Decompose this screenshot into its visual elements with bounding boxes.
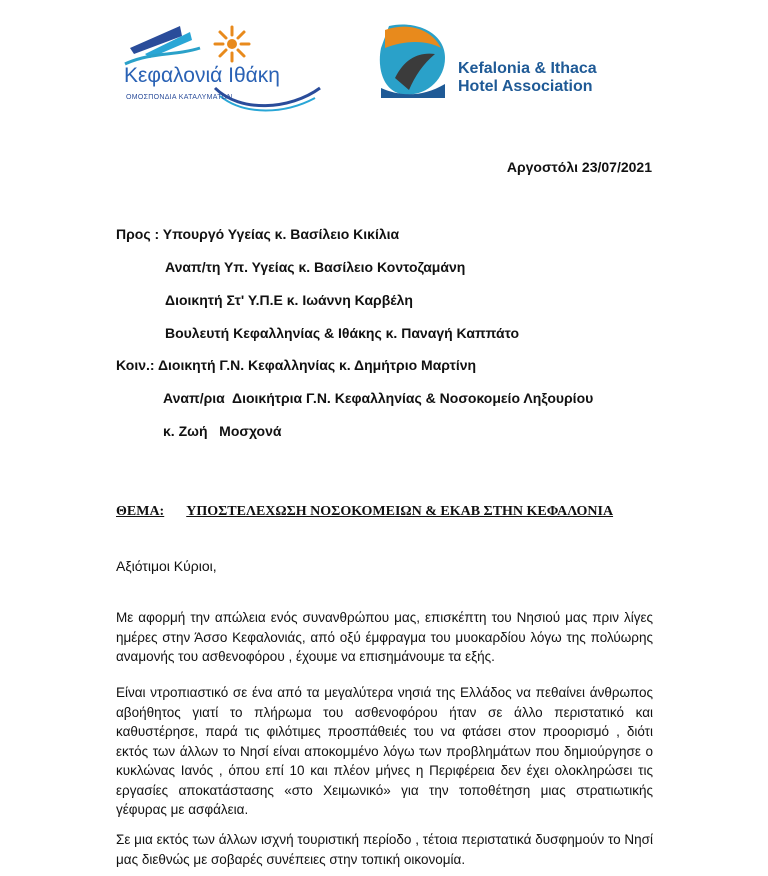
hotel-association-emblem <box>375 18 455 103</box>
hotel-association-line1: Kefalonia & Ithaca <box>458 60 597 77</box>
recipient-line: Αναπ/τη Υπ. Υγείας κ. Βασίλειο Κοντοζαμάνη <box>165 259 466 275</box>
cc-line: Κοιν.: Διοικητή Γ.Ν. Κεφαλληνίας κ. Δημήτριο Μαρτίνη <box>116 357 477 373</box>
cc-line: Αναπ/ρια Διοικήτρια Γ.Ν. Κεφαλληνίας & Νοσοκομείο Ληξουρίου <box>163 390 594 406</box>
recipient-line: Διοικητή Στ' Υ.Π.Ε κ. Ιωάννη Καρβέλη <box>165 292 413 308</box>
federation-logo <box>120 18 330 118</box>
subject-text: ΥΠΟΣΤΕΛΕΧΩΣΗ ΝΟΣΟΚΟΜΕΙΩΝ & ΕΚΑΒ ΣΤΗΝ ΚΕΦΑΛΟΝΙΑ <box>186 504 614 519</box>
recipient-line: Βουλευτή Κεφαλληνίας & Ιθάκης κ. Παναγή Καππάτο <box>165 325 520 341</box>
subject-label: ΘΕΜΑ: <box>116 504 165 519</box>
federation-logo-subtitle: ΟΜΟΣΠΟΝΔΙΑ ΚΑΤΑΛΥΜΑΤΩΝ <box>126 94 233 101</box>
federation-logo-name: Κεφαλονιά Ιθάκη <box>124 64 280 87</box>
body-paragraph: Είναι ντροπιαστικό σε ένα από τα μεγαλύτερα νησιά της Ελλάδος να πεθαίνει άνθρωπος αβοήθητος γιατί το πλήρωμα του ασθενοφόρου ήταν σε άλλο περιστατικό και καθυστέρησε, παρά τις φιλότιμες προσπάθειές του να φτάσει στον προορισμό , διότι εκτός των άλλων το Νησί είναι αποκομμένο λόγω των προβλημάτων που δημιούργησε ο κυκλώνας Ιανός , όπου επί 10 και πλέον μήνες η Περιφέρεια δεν έχει ολοκληρώσει τις εργασίες αποκατάστασης «στο Χειμωνικό» για την τοποθέτηση μιας στρατιωτικής γέφυρας με ασφάλεια. <box>116 685 653 817</box>
hotel-association-line2: Hotel Association <box>458 78 593 95</box>
body-paragraph: Με αφορμή την απώλεια ενός συνανθρώπου μας, επισκέπτη του Νησιού μας πριν λίγες ημέρες στην Άσσο Κεφαλονιάς, από οξύ έμφραγμα του μυοκαρδίου λόγω της πολύωρης αναμονής του ασθενοφόρου , έχουμε να επισημάνουμε τα εξής. <box>116 610 653 664</box>
body-paragraph: Σε μια εκτός των άλλων ισχνή τουριστική περίοδο , τέτοια περιστατικά δυσφημούν το Νησί μας διεθνώς με σοβαρές συνέπειες στην τοπική οικονομία. <box>116 832 653 867</box>
cc-line: κ. Ζωή Μοσχονά <box>163 423 282 439</box>
salutation: Αξιότιμοι Κύριοι, <box>116 558 217 574</box>
hotel-association-name <box>458 60 597 96</box>
letter-date: Αργοστόλι 23/07/2021 <box>506 159 652 175</box>
letter-subject <box>116 504 613 520</box>
recipient-line: Προς : Υπουργό Υγείας κ. Βασίλειο Κικίλια <box>116 226 400 242</box>
